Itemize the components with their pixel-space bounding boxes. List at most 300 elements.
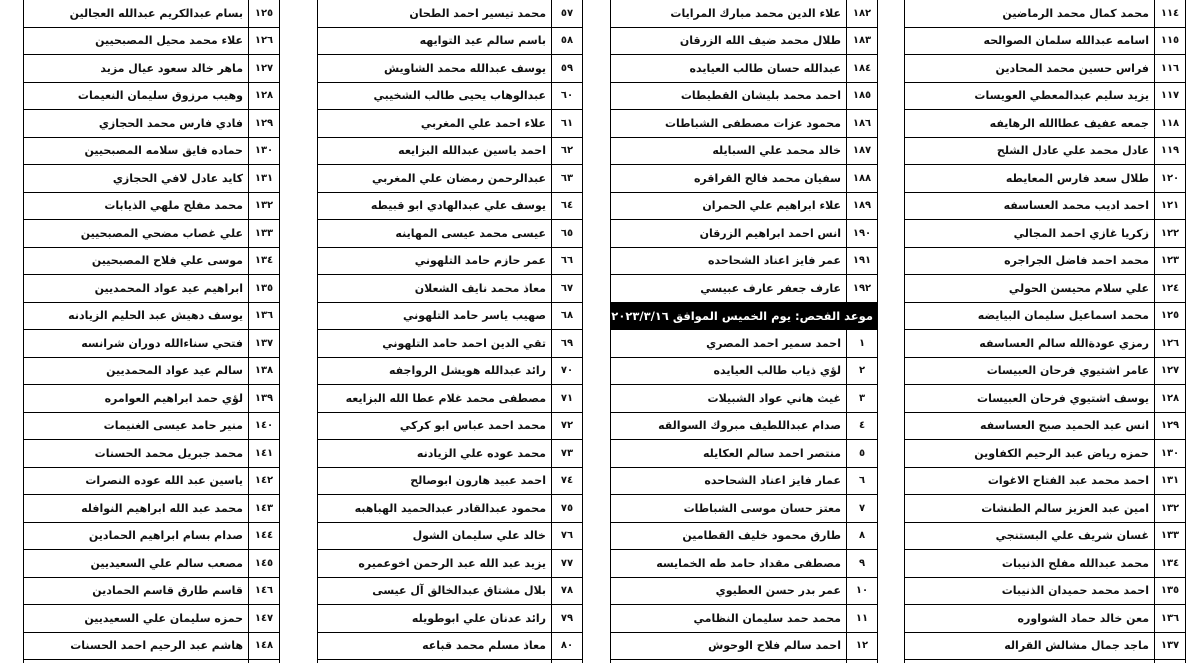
person-name: علي غصاب مضحي المصبحيين (24, 220, 249, 248)
person-name: يوسف دهيش عبد الحليم الزيادنه (24, 302, 249, 330)
person-name: احمد اديب محمد العساسفه (905, 192, 1155, 220)
row-number: ٦٥ (552, 220, 583, 248)
table-row (318, 192, 582, 220)
row-number: ١٢٣ (1155, 247, 1186, 275)
table-row (318, 82, 582, 110)
row-number: ١٤٤ (249, 522, 280, 550)
person-name: رائد عدنان علي ابوطويله (318, 605, 552, 633)
table-row (318, 275, 582, 303)
person-name: عمار فايز اعناد الشحاحده (611, 467, 847, 495)
person-name: منير حامد عيسى الغنيمات (24, 412, 249, 440)
table-row (611, 577, 877, 605)
person-name: مصعب سالم علي السعيديين (24, 550, 249, 578)
person-name: محمود عزات مصطفى الشباطات (611, 110, 847, 138)
row-number: ١٨٩ (847, 192, 878, 220)
row-number: ٧٧ (552, 550, 583, 578)
table-row (611, 660, 877, 663)
names-table (318, 0, 582, 663)
table-row (24, 522, 279, 550)
row-number: ١٤٣ (249, 495, 280, 523)
person-name: عمر بدر حسن العطيوي (611, 577, 847, 605)
table-row (905, 137, 1185, 165)
row-number: ١٢٨ (1155, 385, 1186, 413)
row-number: ١٢٧ (1155, 357, 1186, 385)
table-row (905, 165, 1185, 193)
table-row (611, 165, 877, 193)
table-row (24, 302, 279, 330)
table-row (905, 330, 1185, 358)
row-number: ١٢٦ (1155, 330, 1186, 358)
row-number: ١٨٥ (847, 82, 878, 110)
table-row (905, 82, 1185, 110)
table-row (318, 110, 582, 138)
table-row (905, 632, 1185, 660)
row-number: ٧٦ (552, 522, 583, 550)
person-name: امين عبد العزيز سالم الطنشات (905, 495, 1155, 523)
person-name: محمود عبدالقادر عبدالحميد الهباهبه (318, 495, 552, 523)
row-number: ١٢٢ (1155, 220, 1186, 248)
person-name: رائد عبدالله هويشل الرواجفه (318, 357, 552, 385)
row-number: ٥ (847, 440, 878, 468)
row-number: ٨ (847, 522, 878, 550)
table-row (905, 385, 1185, 413)
person-name: علي سلام محيسن الحولي (905, 275, 1155, 303)
person-name: معاذ مسلم محمد قباعه (318, 632, 552, 660)
row-number: ١٨٧ (847, 137, 878, 165)
row-number: ١٩٢ (847, 275, 878, 303)
row-number: ٦٧ (552, 275, 583, 303)
table-row (611, 137, 877, 165)
row-number: ١١٤ (1155, 0, 1186, 27)
person-name: عمر حازم حامد التلهوني (318, 247, 552, 275)
person-name: محمد تيسير احمد الطحان (318, 0, 552, 27)
row-number: ١٢٨ (249, 82, 280, 110)
row-number: ١٣٦ (1155, 605, 1186, 633)
person-name: صدام عبداللطيف مبروك السوالقه (611, 412, 847, 440)
row-number (249, 660, 280, 663)
row-number: ٣ (847, 385, 878, 413)
table-row (905, 275, 1185, 303)
row-number: ١٣١ (1155, 467, 1186, 495)
row-number: ٧٣ (552, 440, 583, 468)
table-row (24, 55, 279, 83)
row-number: ٦١ (552, 110, 583, 138)
table-row (905, 27, 1185, 55)
row-number: ١٨٤ (847, 55, 878, 83)
row-number: ١١٩ (1155, 137, 1186, 165)
table-row (905, 302, 1185, 330)
row-number: ١٢٠ (1155, 165, 1186, 193)
row-number: ٩ (847, 550, 878, 578)
table-row (24, 495, 279, 523)
row-number: ١٢٩ (249, 110, 280, 138)
row-number: ١٣٠ (249, 137, 280, 165)
row-number: ١٤٢ (249, 467, 280, 495)
table-row (24, 27, 279, 55)
table-row (24, 0, 279, 27)
person-name: عامر اشتيوي فرحان العبيسات (905, 357, 1155, 385)
person-name: صهيب ياسر حامد التلهوني (318, 302, 552, 330)
row-number (847, 660, 878, 663)
table-row (611, 522, 877, 550)
table-row (318, 440, 582, 468)
row-number: ١٢٥ (1155, 302, 1186, 330)
person-name: عبدالوهاب يحيى طالب الشخيبي (318, 82, 552, 110)
person-name: محمد عبدالله مفلح الذنيبات (905, 550, 1155, 578)
table-row (611, 357, 877, 385)
person-name: محمد احمد عباس ابو كركي (318, 412, 552, 440)
person-name: قاسم طارق قاسم الحمادين (24, 577, 249, 605)
table-row (24, 412, 279, 440)
table-row (318, 247, 582, 275)
row-number (552, 660, 583, 663)
table-row (24, 577, 279, 605)
person-name: بلال مشتاق عبدالخالق آل عيسى (318, 577, 552, 605)
table-row (24, 440, 279, 468)
table-row (24, 275, 279, 303)
table-row (318, 330, 582, 358)
row-number: ١٨٣ (847, 27, 878, 55)
person-name: عبدالرحمن رمضان علي المغربي (318, 165, 552, 193)
table-row (611, 82, 877, 110)
row-number: ١٣٤ (1155, 550, 1186, 578)
row-number: ١٣٥ (249, 275, 280, 303)
table-row (318, 412, 582, 440)
table-row (905, 440, 1185, 468)
table-row (318, 577, 582, 605)
row-number: ١٣٤ (249, 247, 280, 275)
table-row (318, 385, 582, 413)
person-name (905, 660, 1155, 663)
table-row (905, 247, 1185, 275)
person-name: عبدالله حسان طالب العيايده (611, 55, 847, 83)
row-number: ١١٥ (1155, 27, 1186, 55)
table-row (905, 192, 1185, 220)
row-number: ١٣٣ (1155, 522, 1186, 550)
person-name: سفيان محمد فالح القراقره (611, 165, 847, 193)
table-row (905, 467, 1185, 495)
person-name (611, 660, 847, 663)
row-number: ٧ (847, 495, 878, 523)
row-number: ١٣١ (249, 165, 280, 193)
table-row (318, 605, 582, 633)
person-name: احمد عبيد هارون ابوصالح (318, 467, 552, 495)
table-row (905, 55, 1185, 83)
person-name: باسم سالم عيد التوايهه (318, 27, 552, 55)
row-number: ١٣٦ (249, 302, 280, 330)
row-number: ١ (847, 330, 878, 358)
row-number: ١٤٧ (249, 605, 280, 633)
row-number: ٧٠ (552, 357, 583, 385)
row-number: ١٣٧ (249, 330, 280, 358)
row-number: ١٢٧ (249, 55, 280, 83)
person-name: موسى علي فلاح المصبحيين (24, 247, 249, 275)
row-number: ١٤٨ (249, 632, 280, 660)
name-column-1 (904, 0, 1186, 663)
row-number: ١٣٧ (1155, 632, 1186, 660)
table-row (318, 302, 582, 330)
row-number: ١١٨ (1155, 110, 1186, 138)
names-table (611, 0, 877, 663)
row-number: ١٢١ (1155, 192, 1186, 220)
person-name: جمعه عفيف عطاالله الرهايفه (905, 110, 1155, 138)
table-row (24, 220, 279, 248)
table-row (611, 55, 877, 83)
row-number: ١٢٩ (1155, 412, 1186, 440)
person-name: يزيد عبد الله عبد الرحمن اخوعميره (318, 550, 552, 578)
row-number: ١٢٥ (249, 0, 280, 27)
person-name: طارق محمود خليف القطامين (611, 522, 847, 550)
row-number: ٧٢ (552, 412, 583, 440)
row-number: ١٣٣ (249, 220, 280, 248)
person-name: طلال محمد ضيف الله الزرقان (611, 27, 847, 55)
table-row (905, 605, 1185, 633)
table-row (611, 467, 877, 495)
row-number: ١٩١ (847, 247, 878, 275)
person-name: يوسف عبدالله محمد الشاويش (318, 55, 552, 83)
person-name: محمد جبريل محمد الحسنات (24, 440, 249, 468)
row-number: ٦٦ (552, 247, 583, 275)
person-name: ماهر خالد سعود عيال مزيد (24, 55, 249, 83)
table-row (611, 440, 877, 468)
row-number: ٤ (847, 412, 878, 440)
person-name: فراس حسين محمد المحادين (905, 55, 1155, 83)
names-table (24, 0, 279, 663)
person-name: معاذ محمد نايف الشعلان (318, 275, 552, 303)
person-name: يوسف اشتيوي فرحان العبيسات (905, 385, 1155, 413)
table-row (318, 522, 582, 550)
row-number: ٧٥ (552, 495, 583, 523)
person-name: احمد محمد بليشان القطيطات (611, 82, 847, 110)
table-row (611, 412, 877, 440)
row-number: ٦٠ (552, 82, 583, 110)
person-name: وهيب مرزوق سليمان النعيمات (24, 82, 249, 110)
row-number: ٦٤ (552, 192, 583, 220)
row-number: ١١٧ (1155, 82, 1186, 110)
table-row (611, 495, 877, 523)
person-name: علاء ابراهيم علي الحمران (611, 192, 847, 220)
row-number: ١٤٥ (249, 550, 280, 578)
person-name: زكريا غازي احمد المجالي (905, 220, 1155, 248)
person-name: غسان شريف علي البستنجي (905, 522, 1155, 550)
row-number: ١٤١ (249, 440, 280, 468)
person-name: عادل محمد علي عادل الشلح (905, 137, 1155, 165)
row-number: ٦ (847, 467, 878, 495)
person-name: عيسى محمد عيسى المهاينه (318, 220, 552, 248)
name-column-3 (317, 0, 583, 663)
table-row (24, 357, 279, 385)
table-row (24, 605, 279, 633)
table-row (24, 110, 279, 138)
table-row (611, 247, 877, 275)
row-number: ١١٦ (1155, 55, 1186, 83)
row-number: ١٢٤ (1155, 275, 1186, 303)
table-row (611, 275, 877, 303)
person-name: خالد علي سليمان الشول (318, 522, 552, 550)
table-row (905, 577, 1185, 605)
person-name: احمد محمد عبد الفتاح الاغوات (905, 467, 1155, 495)
row-number: ١٤٠ (249, 412, 280, 440)
table-row (318, 165, 582, 193)
row-number: ١٣٨ (249, 357, 280, 385)
exam-date-text: موعد الفحص: يوم الخميس الموافق ٢٠٢٣/٣/١٦ (611, 302, 877, 330)
table-row (318, 137, 582, 165)
person-name: كايد عادل لافي الحجازي (24, 165, 249, 193)
person-name: محمد حمد سليمان النظامي (611, 605, 847, 633)
row-number: ٧١ (552, 385, 583, 413)
table-row (905, 220, 1185, 248)
table-row (611, 330, 877, 358)
table-row (24, 330, 279, 358)
name-column-2 (610, 0, 878, 663)
table-row (611, 220, 877, 248)
row-number: ١٣٢ (1155, 495, 1186, 523)
row-number: ٢ (847, 357, 878, 385)
person-name: فتحي سناءالله دوران شرانسه (24, 330, 249, 358)
table-row (318, 632, 582, 660)
row-number: ١٠ (847, 577, 878, 605)
row-number: ١٣٩ (249, 385, 280, 413)
table-row (611, 110, 877, 138)
table-row (24, 192, 279, 220)
row-number: ١٢ (847, 632, 878, 660)
person-name: يزيد سليم عبدالمعطي العويسات (905, 82, 1155, 110)
names-table (905, 0, 1185, 663)
row-number: ٥٩ (552, 55, 583, 83)
table-row (318, 27, 582, 55)
table-row (905, 110, 1185, 138)
person-name: احمد سالم فلاح الوحوش (611, 632, 847, 660)
table-row (318, 220, 582, 248)
row-number: ٦٢ (552, 137, 583, 165)
person-name: حمزه سليمان علي السعيديين (24, 605, 249, 633)
person-name: سالم عيد عواد المحمديين (24, 357, 249, 385)
row-number: ١٣٠ (1155, 440, 1186, 468)
table-row (318, 495, 582, 523)
row-number: ٦٩ (552, 330, 583, 358)
table-row (24, 385, 279, 413)
person-name: عمر فايز اعناد الشحاحده (611, 247, 847, 275)
person-name: يوسف علي عبدالهادي ابو قبيطه (318, 192, 552, 220)
person-name: محمد مفلح ملهي الذيابات (24, 192, 249, 220)
person-name: احمد محمد حميدان الذنيبات (905, 577, 1155, 605)
row-number: ١٢٦ (249, 27, 280, 55)
person-name: رمزي عودةالله سالم العساسفه (905, 330, 1155, 358)
person-name: ابراهيم عيد عواد المحمديين (24, 275, 249, 303)
table-row (905, 495, 1185, 523)
person-name: صدام بسام ابراهيم الحمادين (24, 522, 249, 550)
row-number: ١٨٦ (847, 110, 878, 138)
person-name: لؤي ذياب طالب العيايده (611, 357, 847, 385)
table-row (905, 550, 1185, 578)
table-row (611, 192, 877, 220)
person-name: محمد اسماعيل سليمان البيايضه (905, 302, 1155, 330)
person-name: حماده فايق سلامه المصبحيين (24, 137, 249, 165)
person-name: معن خالد حماد الشواوره (905, 605, 1155, 633)
table-row (24, 82, 279, 110)
row-number: ٧٩ (552, 605, 583, 633)
table-row (905, 357, 1185, 385)
row-number: ١٣٥ (1155, 577, 1186, 605)
person-name: محمد عبد الله ابراهيم النوافله (24, 495, 249, 523)
person-name: علاء احمد علي المغربي (318, 110, 552, 138)
person-name: محمد كمال محمد الرماضين (905, 0, 1155, 27)
person-name: مصطفى مقداد حامد طه الخمايسه (611, 550, 847, 578)
person-name: محمد احمد فاضل الجراجره (905, 247, 1155, 275)
table-row (905, 660, 1185, 663)
table-row (611, 632, 877, 660)
person-name: ياسين عبد الله عوده النصرات (24, 467, 249, 495)
table-row (24, 467, 279, 495)
person-name: طلال سعد فارس المعايطه (905, 165, 1155, 193)
person-name: انس احمد ابراهيم الزرقان (611, 220, 847, 248)
table-row (318, 357, 582, 385)
row-number: ٨٠ (552, 632, 583, 660)
person-name: مصطفى محمد غلام عطا الله البزايعه (318, 385, 552, 413)
table-row (24, 165, 279, 193)
row-number (1155, 660, 1186, 663)
table-row (318, 660, 582, 663)
person-name: حمزه رياض عبد الرحيم الكفاوين (905, 440, 1155, 468)
table-row (24, 550, 279, 578)
person-name: ماجد جمال مشالش القراله (905, 632, 1155, 660)
table-row (905, 0, 1185, 27)
person-name: خالد محمد علي السبايله (611, 137, 847, 165)
table-row (318, 467, 582, 495)
table-row (318, 55, 582, 83)
table-row (24, 660, 279, 663)
person-name: تقي الدين احمد حامد التلهوني (318, 330, 552, 358)
table-row (611, 27, 877, 55)
table-row (24, 247, 279, 275)
table-row (24, 137, 279, 165)
row-number: ٧٨ (552, 577, 583, 605)
row-number: ٦٣ (552, 165, 583, 193)
person-name: فادي فارس محمد الحجازي (24, 110, 249, 138)
table-row (611, 0, 877, 27)
row-number: ١٣٢ (249, 192, 280, 220)
name-column-4 (23, 0, 280, 663)
table-row (318, 0, 582, 27)
person-name: غيث هاني عواد الشبيلات (611, 385, 847, 413)
row-number: ٧٤ (552, 467, 583, 495)
person-name: انس عبد الحميد صبح العساسفه (905, 412, 1155, 440)
person-name: اسامه عبدالله سلمان الصوالحه (905, 27, 1155, 55)
row-number: ١١ (847, 605, 878, 633)
person-name: عارف جعفر عارف عبيسي (611, 275, 847, 303)
person-name: محمد عوده علي الزيادنه (318, 440, 552, 468)
person-name: علاء الدين محمد مبارك المرايات (611, 0, 847, 27)
table-row (611, 385, 877, 413)
person-name: معتز حسان موسى الشباطات (611, 495, 847, 523)
person-name: علاء محمد محيل المصبحيين (24, 27, 249, 55)
row-number: ١٨٢ (847, 0, 878, 27)
table-row (905, 522, 1185, 550)
person-name: احمد ياسين عبدالله البزايعه (318, 137, 552, 165)
row-number: ١٨٨ (847, 165, 878, 193)
exam-date-header (611, 302, 877, 330)
table-row (905, 412, 1185, 440)
person-name: احمد سمير احمد المصري (611, 330, 847, 358)
person-name: لؤي حمد ابراهيم العوامره (24, 385, 249, 413)
row-number: ٦٨ (552, 302, 583, 330)
row-number: ٥٨ (552, 27, 583, 55)
person-name: هاشم عبد الرحيم احمد الحسنات (24, 632, 249, 660)
table-row (318, 550, 582, 578)
person-name: منتصر احمد سالم العكايله (611, 440, 847, 468)
row-number: ٥٧ (552, 0, 583, 27)
table-row (611, 550, 877, 578)
